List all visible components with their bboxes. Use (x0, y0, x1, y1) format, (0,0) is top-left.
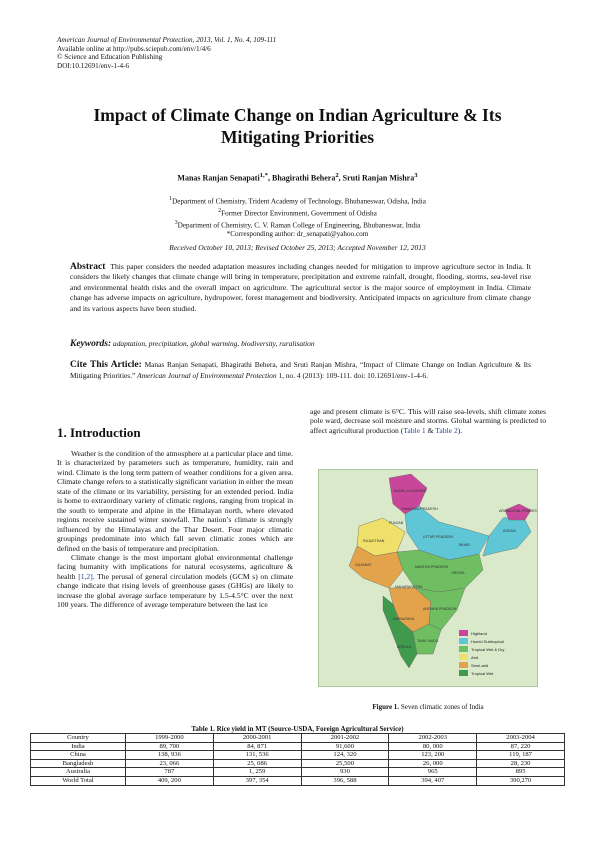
table-cell: 28, 230 (477, 759, 565, 768)
header-cell: 2000-2001 (213, 734, 301, 743)
table-cell: 131, 536 (213, 751, 301, 760)
table-cell: 394, 407 (389, 776, 477, 785)
legend-swatch-highland (459, 630, 468, 636)
state-label: KARNATAKA (393, 617, 415, 621)
table-2-link[interactable]: Table 2 (435, 425, 458, 435)
table-cell: India (31, 742, 126, 751)
legend-label-tropical-wet: Tropical Wet (471, 671, 494, 676)
state-label: JAMMU & KASHMIR (393, 489, 427, 493)
table-cell: 89, 700 (125, 742, 213, 751)
left-column (57, 449, 293, 610)
affiliation-1: $^1$Department of Chemistry, Trident Academy of Technology, Bhubaneswar, Odisha, India (169, 196, 426, 206)
author-3-sup: 3 (414, 172, 418, 179)
state-label: ASSAM (503, 529, 516, 533)
table-cell: 390,270 (477, 776, 565, 785)
publisher-line: © Science and Education Publishing (57, 53, 163, 62)
title-line-1: Impact of Climate Change on Indian Agriculture & Its (93, 105, 502, 125)
journal-citation: American Journal of Environmental Protection, 2013, Vol. 1, No. 4, 109-111 (57, 36, 277, 44)
figure-caption-text: Seven climatic zones of India (400, 703, 484, 711)
state-label: TAMIL NADU (417, 639, 439, 643)
table-cell: 119, 187 (477, 751, 565, 760)
climate-zones-map (318, 469, 538, 687)
india-map-svg (319, 470, 537, 686)
legend-label-humid-subtropical: Humid Subtropical (471, 639, 504, 644)
table-cell: 25,500 (301, 759, 389, 768)
state-label: RAJASTHAN (363, 539, 385, 543)
table-cell: 397, 354 (213, 776, 301, 785)
legend-label-highland: Highland (471, 631, 487, 636)
keywords (70, 339, 531, 349)
state-label: GUJARAT (355, 563, 372, 567)
table-cell: World Total (31, 776, 126, 785)
table-cell: 123, 200 (389, 751, 477, 760)
affiliation-2: $^2$Former Director Environment, Government of Odisha (218, 207, 377, 218)
legend-swatch-tropical-wet-dry (459, 646, 468, 652)
author-list: Manas Ranjan Senapati$^{1,*}$, Bhagirathi Behera$^2$, Sruti Ranjan Mishra$^3$ (177, 172, 418, 183)
affiliations (40, 195, 555, 240)
table-cell: Australia (31, 768, 126, 777)
table-cell: 84, 871 (213, 742, 301, 751)
state-label: ANDHRA PRADESH (423, 607, 457, 611)
table-cell: 930 (301, 768, 389, 777)
table-cell: 91,600 (301, 742, 389, 751)
table-row (31, 768, 565, 777)
keywords-label: Keywords: (70, 339, 112, 349)
author-2-sup: 2 (335, 172, 339, 179)
table-cell: 87, 220 (477, 742, 565, 751)
legend-label-semi-arid: Semi-arid (471, 663, 489, 668)
table-row (31, 751, 565, 760)
table-cell: 80, 000 (389, 742, 477, 751)
header-cell: Country (31, 734, 126, 743)
table-cell: 25, 086 (213, 759, 301, 768)
section-heading-introduction: 1. Introduction (57, 425, 141, 440)
state-label: KERALA (397, 645, 412, 649)
availability-line: Available online at http://pubs.sciepub.com/env/1/4/6 (57, 44, 211, 53)
author-2: Bhagirathi Behera (272, 173, 336, 183)
right-column (310, 407, 546, 435)
table-row (31, 742, 565, 751)
cite-text: Manas Ranjan Senapati, Bhagirathi Behera, and Sruti Ranjan Mishra, “Impact of Climate Change on Indian Agriculture & Its Mitigating Priorities.” (70, 360, 531, 380)
legend-swatch-tropical-wet (459, 670, 468, 676)
legend-swatch-humid-subtropical (459, 638, 468, 644)
state-label: UTTAR PRADESH (423, 535, 454, 539)
state-label: MADHYA PRADESH (415, 565, 449, 569)
intro-paragraph-2: Climate change is the most important global environmental challenge facing humanity with implications for natural ecosystems, agriculture & health [1,2]. The perusal of general circulation models (GCM s) on climate change indicate that rising levels of greenhouse gases (GHGs) are likely to increase the global average surface temperature by 1.5-4.5°C over the next 100 years. The difference of average temperature between the last ice (57, 552, 293, 610)
map-legend (459, 630, 504, 676)
intro-paragraph-1: Weather is the condition of the atmosphere at a particular place and time. It is characterized by parameters such as temperature, humidity, rain and wind. Climate is the long term pattern of weather conditions for a given area. Climate change refers to a statistically significant variation in either the mean state of the climate or its variability, persisting for an extended period. India is home to extraordinary variety of climatic regions, ranging from tropical in the south to temperate and alpine in the Himalayan north, where elevated regions receive sustained winter snowfall. The nation’s climate is strongly influenced by the Himalayas and the Thar Desert. Four major climatic groupings predominate into which fall seven climatic zones which are defined on the basis of temperature and precipitation. (57, 449, 293, 553)
figure-label: Figure 1. (372, 703, 400, 711)
abstract-label: Abstract (70, 262, 106, 272)
header-cell: 2002-2003 (389, 734, 477, 743)
header-cell: 2001-2002 (301, 734, 389, 743)
doi-line: DOI:10.12691/env-1-4-6 (57, 61, 130, 70)
table-cell: 396, 588 (301, 776, 389, 785)
state-label: BIHAR (459, 543, 470, 547)
table-cell: 965 (389, 768, 477, 777)
table-cell: 1, 259 (213, 768, 301, 777)
right-paragraph-1: age and present climate is 6°C. This will raise sea-levels, shift climate zones pole ward, decrease soil moisture and storms. Global warming is predicted to affect agricultural production (Table 1 & Table 2). (310, 407, 546, 435)
table-header-row (31, 734, 565, 743)
legend-swatch-semi-arid (459, 662, 468, 668)
affiliation-3: $^3$Department of Chemistry, C. V. Raman College of Engineering, Bhubaneswar, India (174, 219, 421, 229)
table-cell: 124, 320 (301, 751, 389, 760)
citation-link-1-2[interactable]: [1,2] (78, 571, 93, 581)
figure-caption (310, 703, 546, 711)
paper-title (40, 104, 555, 148)
table-cell: 138, 936 (125, 751, 213, 760)
table-caption: Table 1. Rice yield in MT (Source-USDA, Foreign Agricultural Service) (191, 725, 404, 733)
table-cell: 895 (477, 768, 565, 777)
legend-label-arid: Arid (471, 655, 479, 660)
legend-label-tropical-wet-dry: Tropical Wet & Dry (471, 647, 505, 652)
header-cell: 1999-2000 (125, 734, 213, 743)
table-cell: China (31, 751, 126, 760)
header-cell: 2003-2004 (477, 734, 565, 743)
author-3: Sruti Ranjan Mishra (342, 173, 415, 183)
cite-tail: 1, no. 4 (2013): 109-111. doi: 10.12691/env-1-4-6. (278, 370, 428, 380)
keywords-text: adaptation, precipitation, global warming, biodiversity, ruralisation (113, 339, 315, 348)
author-1-sup: 1,* (259, 172, 268, 179)
received-dates: Received October 10, 2013; Revised October 25, 2013; Accepted November 12, 2013 (169, 243, 426, 252)
cite-label: Cite This Article: (70, 360, 142, 370)
abstract (70, 262, 531, 314)
table-cell: 26, 000 (389, 759, 477, 768)
cite-journal: American Journal of Environmental Protection (137, 370, 277, 380)
title-line-2: Mitigating Priorities (220, 127, 375, 147)
rice-yield-table (30, 733, 565, 786)
author-1: Manas Ranjan Senapati (177, 173, 260, 183)
corresponding-author: *Corresponding author: dr_senapati@yahoo.com (226, 230, 369, 239)
table-row (31, 776, 565, 785)
region-northeast (483, 516, 531, 556)
table-cell: 787 (125, 768, 213, 777)
legend-swatch-arid (459, 654, 468, 660)
table-cell: 409, 200 (125, 776, 213, 785)
journal-header (57, 36, 477, 70)
cite-this-article (70, 360, 531, 380)
table-cell: 23, 066 (125, 759, 213, 768)
table-1-link[interactable]: Table 1 (403, 425, 426, 435)
table-row (31, 759, 565, 768)
state-label: HIMACHAL PRADESH (401, 507, 438, 511)
state-label: ORISSA (451, 571, 465, 575)
abstract-text: This paper considers the needed adaptation measures including changes needed for mitigation to improve agriculture sector in India. It considers the likely changes that climate change will bring in temperature, precipitation and extreme rainfall, drought, flooding, storms, sea-level rise and environmental health risks and the overall impact on agriculture. The agricultural sector is the major source of employment in India. Climate change has adverse impacts on agriculture, hydropower, forest management and biodiversity. Anticipated impacts on agriculture from climate change and its various aspects have been studied. (70, 262, 532, 313)
state-label: PUNJAB (389, 521, 404, 525)
state-label: ARUNACHAL PRADESH (499, 509, 537, 513)
table-cell: Bangladesh (31, 759, 126, 768)
state-label: MAHARASHTRA (395, 585, 423, 589)
